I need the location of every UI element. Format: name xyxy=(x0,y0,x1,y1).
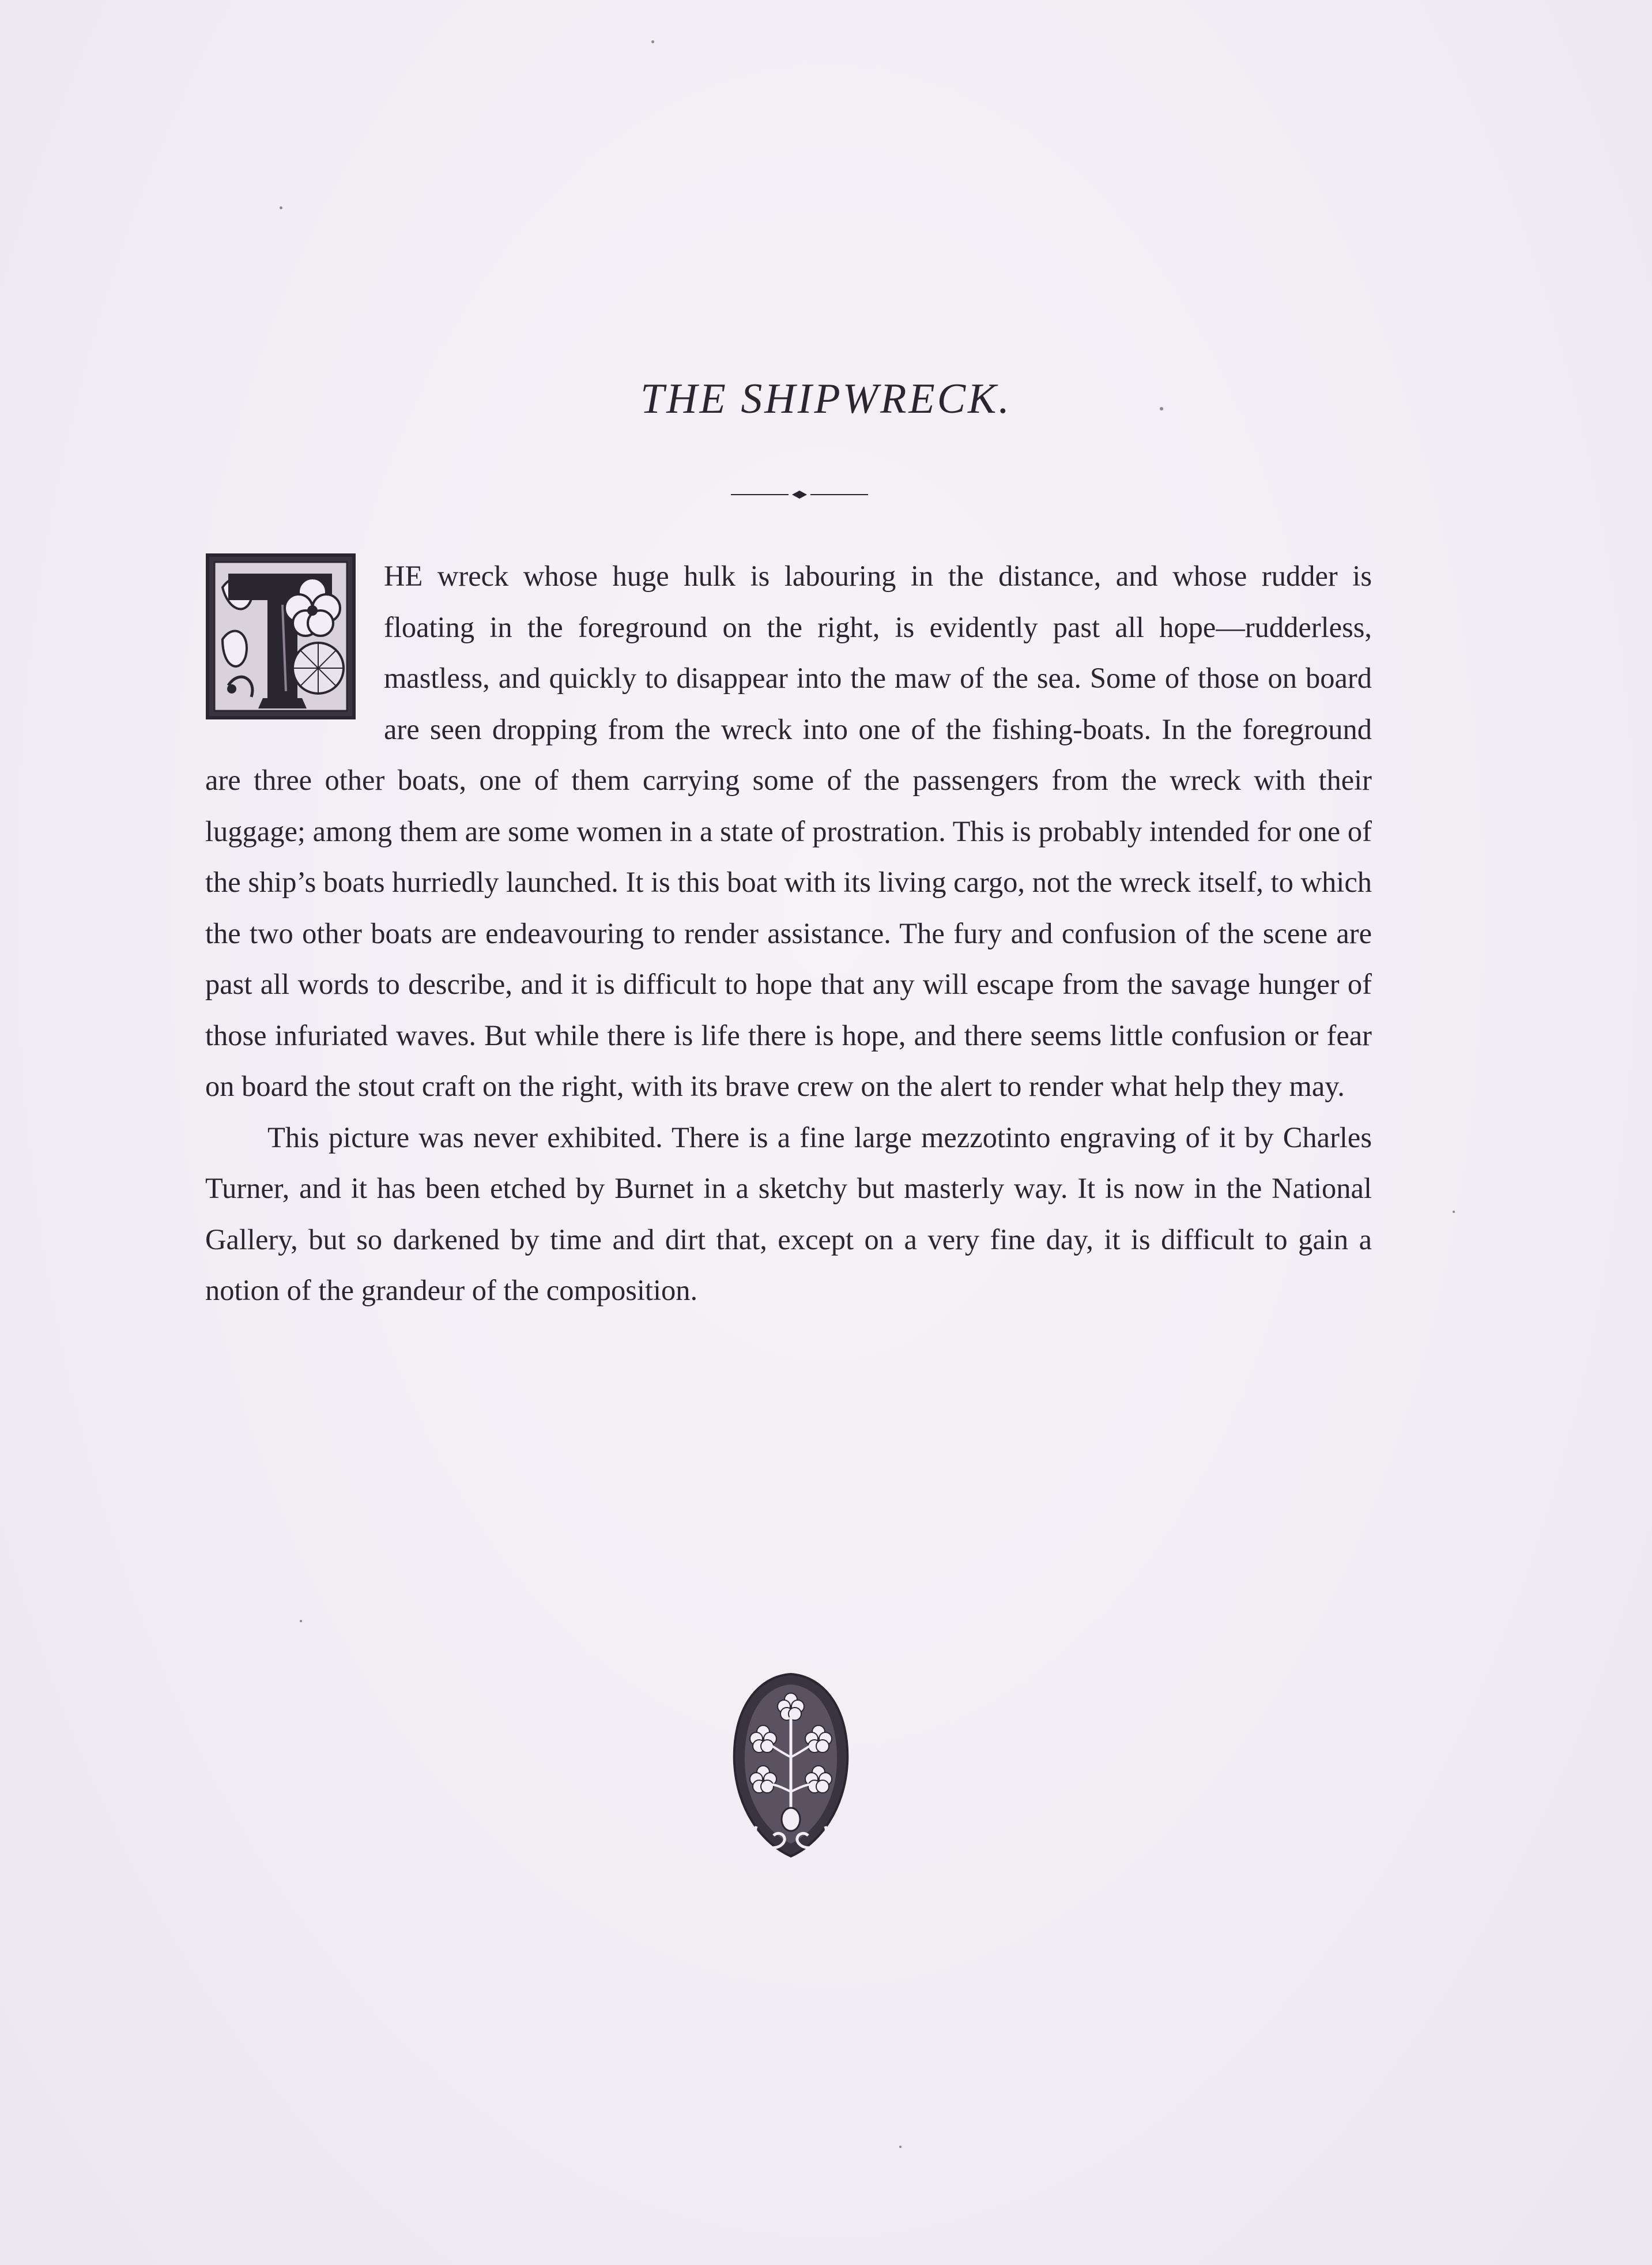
ornamental-initial-t-icon xyxy=(205,553,356,720)
paragraph-2: This picture was never exhibited. There is a fine large mezzotinto engraving of it by Charles Turner, and it has been etched by Burnet in a sketchy but masterly way. It is now in the National Gallery, but so darkened by time and dirt that, except on a very fine day, it is difficult to gain a notion of the grandeur of the composition. xyxy=(205,1121,1372,1306)
paper-speck xyxy=(280,206,282,209)
diamond-rule-icon xyxy=(731,489,868,500)
paper-speck xyxy=(300,1620,302,1622)
floral-tailpiece-icon xyxy=(727,1671,854,1861)
paper-speck xyxy=(651,40,654,43)
paper-speck xyxy=(899,2146,902,2148)
paragraph-1 xyxy=(205,551,1372,1112)
paragraph-1-text: HE wreck whose huge hulk is labouring in the distance, and whose rudder is floating in the foreground on the right, is evidently past all hope—rudderless, mastless, and quickly to disappear into the maw of the sea. Some of those on board are seen dropping from the wreck into one of the fishing-boats. In the foreground are three other boats, one of them carrying some of the passengers from the wreck with their luggage; among them are some women in a state of prostration. This is probably intended for one of the ship’s boats hurriedly launched. It is this boat with its living cargo, not the wreck itself, to which the two other boats are endeavouring to render assistance. The fury and confusion of the scene are past all words to describe, and it is difficult to hope that any will escape from the savage hunger of those infuriated waves. But while there is life there is hope, and there seems little confusion or fear on board the stout craft on the right, with its brave crew on the alert to render what help they may. xyxy=(205,560,1372,1102)
page-title: THE SHIPWRECK. xyxy=(640,375,1012,423)
paper-speck xyxy=(1453,1211,1455,1213)
paper-speck xyxy=(1160,407,1163,410)
article-body xyxy=(205,551,1372,1316)
